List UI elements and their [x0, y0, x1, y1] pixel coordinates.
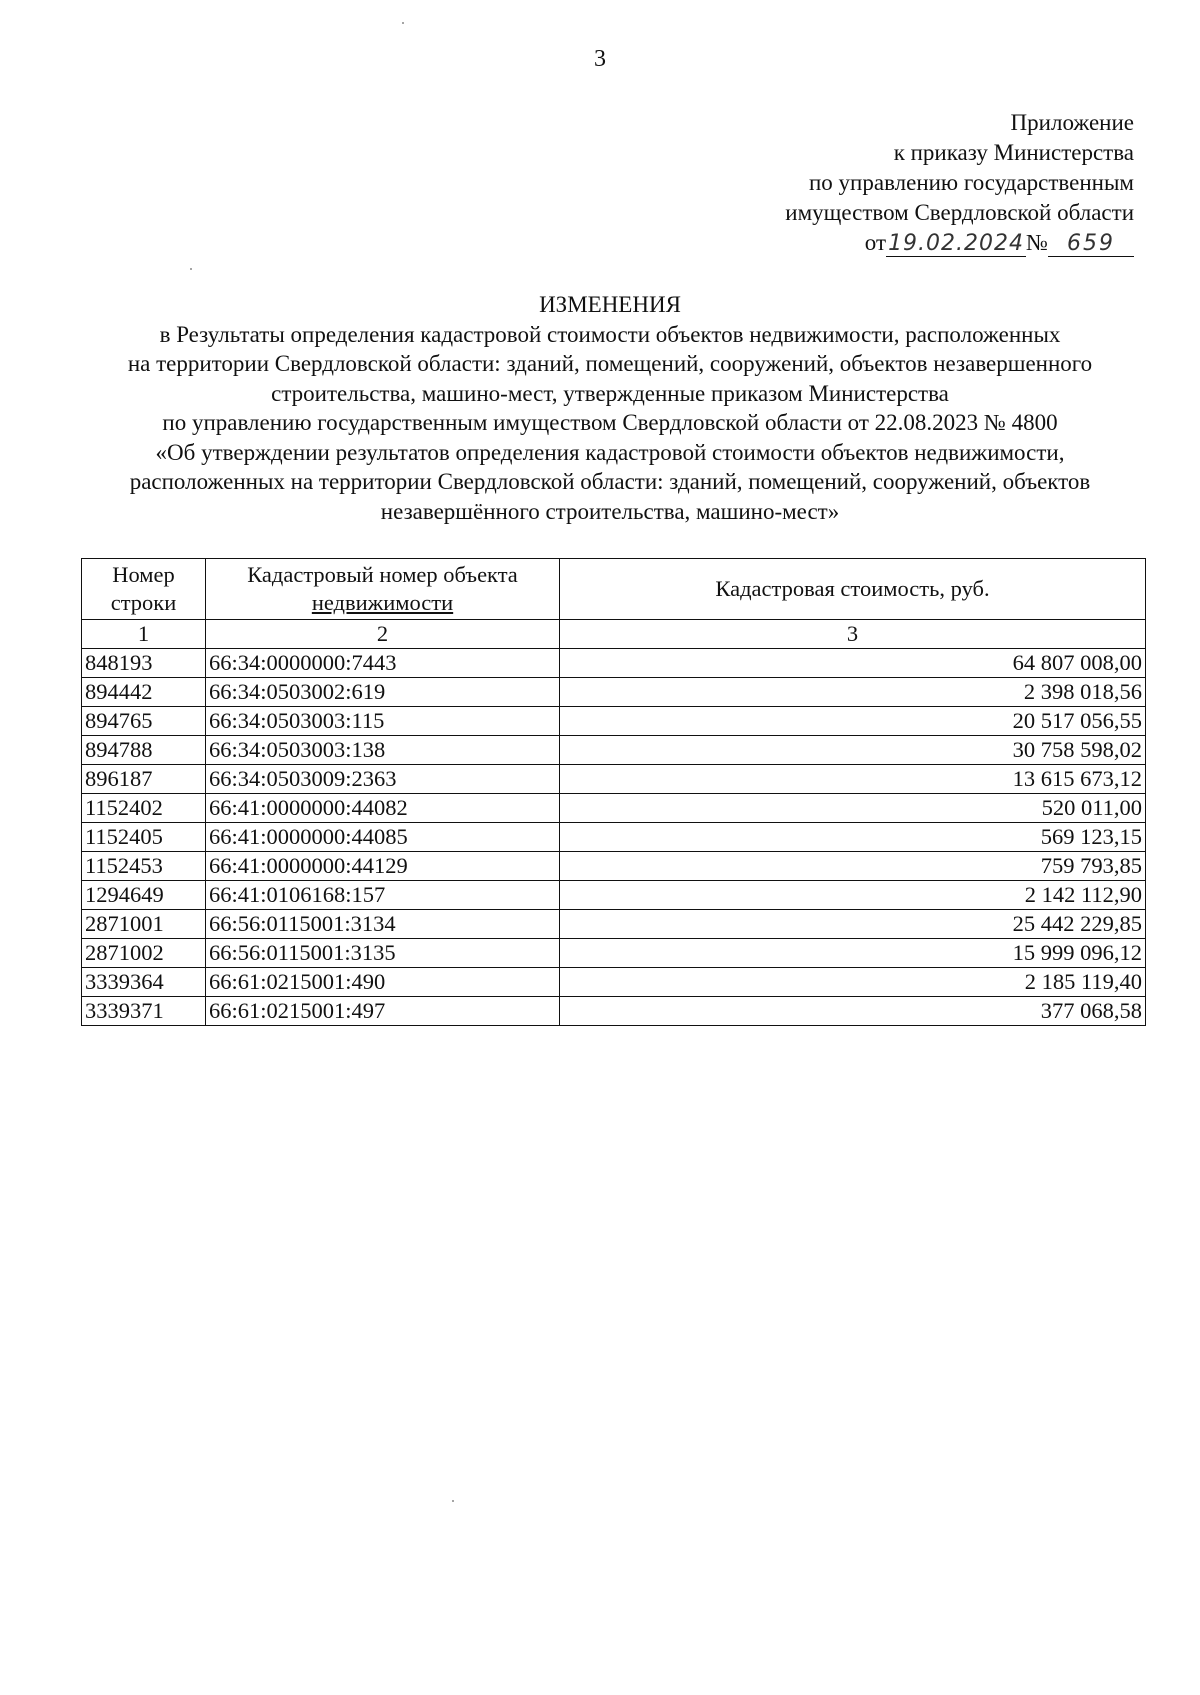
- appendix-line: к приказу Министерства: [893, 140, 1134, 165]
- column-number: 1: [82, 620, 206, 649]
- scan-speck: [190, 268, 192, 270]
- order-date-line: [785, 228, 1134, 258]
- cadastral-number-cell: 66:61:0215001:497: [206, 997, 560, 1026]
- cadastral-number-cell: 66:56:0115001:3135: [206, 939, 560, 968]
- table-row: [82, 852, 1146, 881]
- header-row-number-line1: Номер: [112, 562, 175, 587]
- cadastral-number-cell: 66:41:0000000:44082: [206, 794, 560, 823]
- row-number-cell: 1294649: [82, 881, 206, 910]
- header-cadastral-number: [206, 559, 560, 620]
- handwritten-order-number: 659: [1048, 232, 1134, 257]
- cadastral-number-cell: 66:61:0215001:490: [206, 968, 560, 997]
- handwritten-date: 19.02.2024: [886, 232, 1026, 257]
- cadastral-value-cell: 25 442 229,85: [560, 910, 1146, 939]
- column-number-row: [82, 620, 1146, 649]
- table-row: [82, 678, 1146, 707]
- header-cadastral-line2: недвижимости: [311, 590, 454, 615]
- cadastral-number-cell: 66:34:0503009:2363: [206, 765, 560, 794]
- table-row: [82, 910, 1146, 939]
- cadastral-value-cell: 20 517 056,55: [560, 707, 1146, 736]
- cadastral-number-cell: 66:34:0000000:7443: [206, 649, 560, 678]
- column-number: 2: [206, 620, 560, 649]
- title-line: незавершённого строительства, машино-мест»: [380, 498, 840, 524]
- table-row: [82, 794, 1146, 823]
- row-number-cell: 894788: [82, 736, 206, 765]
- header-cadastral-line1: Кадастровый номер объекта: [247, 562, 518, 587]
- cadastral-value-cell: 569 123,15: [560, 823, 1146, 852]
- table-row: [82, 997, 1146, 1026]
- table-header-row: [82, 559, 1146, 620]
- row-number-cell: 3339371: [82, 997, 206, 1026]
- cadastral-value-cell: 520 011,00: [560, 794, 1146, 823]
- appendix-line: имуществом Свердловской области: [785, 200, 1134, 225]
- cadastral-value-table: [81, 558, 1146, 1026]
- table-row: [82, 765, 1146, 794]
- row-number-cell: 2871002: [82, 939, 206, 968]
- title-line: «Об утверждении результатов определения кадастровой стоимости объектов недвижимости,: [155, 439, 1065, 465]
- document-title-block: [60, 290, 1160, 526]
- table-row: [82, 707, 1146, 736]
- cadastral-value-cell: 13 615 673,12: [560, 765, 1146, 794]
- title-line: расположенных на территории Свердловской области: зданий, помещений, сооружений, объектов: [129, 469, 1091, 494]
- cadastral-value-cell: 2 398 018,56: [560, 678, 1146, 707]
- scan-speck: [402, 22, 404, 24]
- appendix-line: по управлению государственным: [809, 170, 1134, 195]
- appendix-line: Приложение: [1010, 110, 1134, 135]
- date-prefix: от: [864, 230, 887, 255]
- table-row: [82, 881, 1146, 910]
- table-row: [82, 736, 1146, 765]
- row-number-cell: 848193: [82, 649, 206, 678]
- row-number-cell: 2871001: [82, 910, 206, 939]
- table-row: [82, 649, 1146, 678]
- document-heading: ИЗМЕНЕНИЯ: [539, 292, 681, 317]
- cadastral-value-cell: 759 793,85: [560, 852, 1146, 881]
- cadastral-value-cell: 2 142 112,90: [560, 881, 1146, 910]
- table-row: [82, 968, 1146, 997]
- title-line: в Результаты определения кадастровой стоимости объектов недвижимости, расположенных: [159, 321, 1061, 347]
- row-number-cell: 1152402: [82, 794, 206, 823]
- row-number-cell: 1152453: [82, 852, 206, 881]
- row-number-cell: 894765: [82, 707, 206, 736]
- header-row-number-line2: строки: [110, 590, 177, 615]
- cadastral-value-cell: 2 185 119,40: [560, 968, 1146, 997]
- cadastral-value-cell: 15 999 096,12: [560, 939, 1146, 968]
- appendix-block: [785, 108, 1134, 258]
- page-number: 3: [594, 46, 606, 72]
- table-row: [82, 823, 1146, 852]
- cadastral-value-cell: 64 807 008,00: [560, 649, 1146, 678]
- cadastral-number-cell: 66:34:0503002:619: [206, 678, 560, 707]
- cadastral-value-cell: 30 758 598,02: [560, 736, 1146, 765]
- cadastral-value-cell: 377 068,58: [560, 997, 1146, 1026]
- title-line: строительства, машино-мест, утвержденные приказом Министерства: [271, 380, 949, 406]
- row-number-cell: 896187: [82, 765, 206, 794]
- row-number-cell: 1152405: [82, 823, 206, 852]
- cadastral-number-cell: 66:34:0503003:115: [206, 707, 560, 736]
- title-line: на территории Свердловской области: зданий, помещений, сооружений, объектов незавершенного: [127, 351, 1093, 376]
- table-row: [82, 939, 1146, 968]
- cadastral-number-cell: 66:41:0106168:157: [206, 881, 560, 910]
- row-number-cell: 3339364: [82, 968, 206, 997]
- title-line: по управлению государственным имуществом Свердловской области от 22.08.2023 № 4800: [162, 410, 1058, 435]
- number-sign: №: [1026, 230, 1048, 255]
- row-number-cell: 894442: [82, 678, 206, 707]
- header-row-number: [82, 559, 206, 620]
- cadastral-number-cell: 66:34:0503003:138: [206, 736, 560, 765]
- scan-speck: [452, 1500, 454, 1502]
- cadastral-number-cell: 66:41:0000000:44085: [206, 823, 560, 852]
- cadastral-number-cell: 66:41:0000000:44129: [206, 852, 560, 881]
- table-body: [82, 649, 1146, 1026]
- column-number: 3: [560, 620, 1146, 649]
- header-cadastral-value: Кадастровая стоимость, руб.: [560, 559, 1146, 620]
- cadastral-number-cell: 66:56:0115001:3134: [206, 910, 560, 939]
